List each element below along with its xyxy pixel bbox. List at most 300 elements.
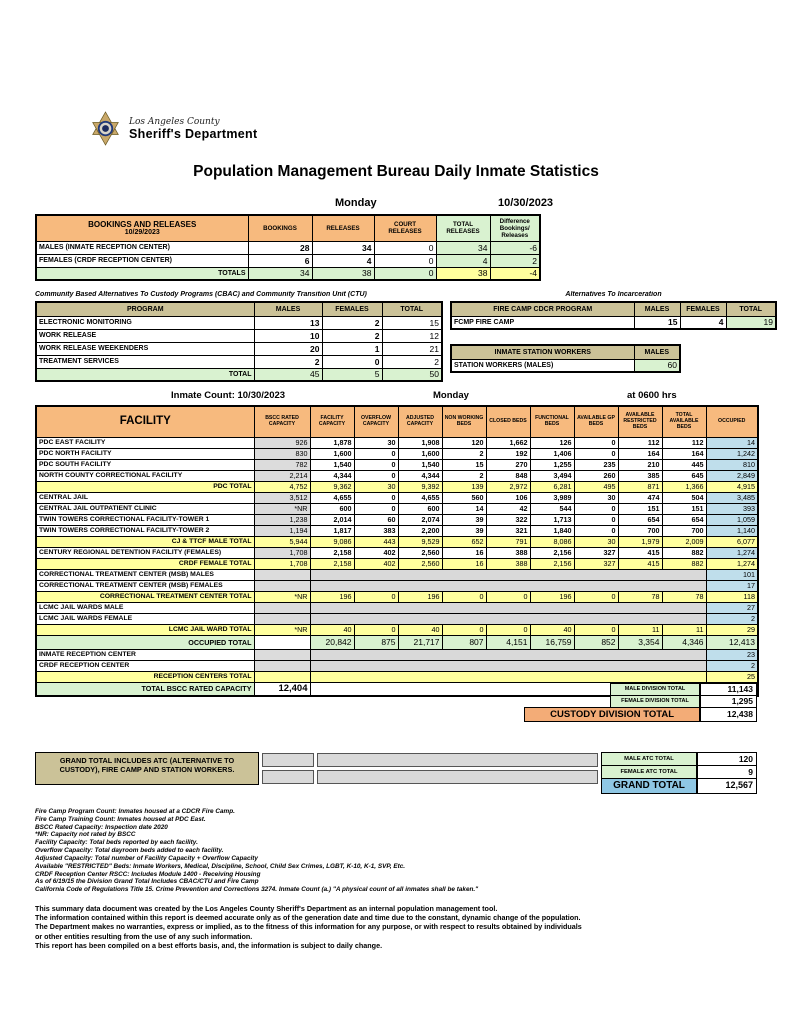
value-cell: 20,842 [310, 635, 354, 649]
column-header: BSCC RATED CAPACITY [254, 406, 310, 437]
atc-total-row [601, 752, 757, 766]
bscc-capacity-cell [254, 649, 310, 660]
value-cell: 4,344 [398, 470, 442, 481]
subtotal-row [36, 558, 758, 569]
footnote-line: As of 6/19/15 the Division Grand Total Includes CBAC/CTU and Fire Camp [35, 878, 259, 886]
value-cell: 0 [322, 355, 382, 368]
gray-row [36, 580, 758, 591]
bscc-capacity-cell [254, 580, 310, 591]
gray-row [36, 613, 758, 624]
value-cell: 78 [662, 591, 706, 602]
facility-label: CRDF RECEPTION CENTER [36, 660, 254, 671]
facility-label: CRDF FEMALE TOTAL [36, 558, 254, 569]
bookings-releases-table [35, 214, 541, 281]
value-cell: 12 [382, 329, 442, 342]
value-cell: 3,989 [530, 492, 574, 503]
value-cell: 10 [254, 329, 322, 342]
weekday-label: Monday [335, 197, 377, 209]
value-cell: 11 [662, 624, 706, 635]
merged-empty-cell [310, 613, 706, 624]
value-cell: 4,655 [310, 492, 354, 503]
value-cell: 14 [442, 503, 486, 514]
bscc-capacity-cell [254, 602, 310, 613]
occupied-cell: 14 [706, 437, 758, 448]
value-cell: 30 [354, 481, 398, 492]
footnote-line: Adjusted Capacity: Total number of Facility Capacity + Overflow Capacity [35, 854, 258, 862]
value-cell: 0 [574, 503, 618, 514]
value-cell: 164 [618, 448, 662, 459]
value-cell: 120 [442, 437, 486, 448]
occupied-cell: 810 [706, 459, 758, 470]
value-cell: 1,840 [530, 525, 574, 536]
day-date-row [35, 197, 757, 211]
value-cell: 0 [574, 525, 618, 536]
station-workers-table [450, 344, 681, 373]
value-cell: 15 [634, 316, 680, 329]
division-totals-block [524, 683, 757, 722]
value-cell: 4 [312, 254, 374, 267]
facility-label: NORTH COUNTY CORRECTIONAL FACILITY [36, 470, 254, 481]
bscc-capacity-cell: 1,194 [254, 525, 310, 536]
occupied-cell: 1,242 [706, 448, 758, 459]
value-cell: 0 [354, 624, 398, 635]
value-cell: 882 [662, 558, 706, 569]
value-cell: 0 [574, 514, 618, 525]
value-cell: 0 [574, 437, 618, 448]
value-cell: 327 [574, 558, 618, 569]
value-cell: 1,600 [310, 448, 354, 459]
bscc-capacity-cell: *NR [254, 624, 310, 635]
value-cell: 0 [354, 492, 398, 503]
subtotal-row [36, 481, 758, 492]
column-header: MALES [254, 302, 322, 316]
column-header: OVERFLOW CAPACITY [354, 406, 398, 437]
value-cell: 645 [662, 470, 706, 481]
bscc-total-value: 12,404 [254, 682, 310, 696]
value-cell: 112 [618, 437, 662, 448]
value-cell: 322 [486, 514, 530, 525]
value-cell: 1,908 [398, 437, 442, 448]
facility-row [36, 525, 758, 536]
value-cell: 0 [354, 503, 398, 514]
cbac-column [35, 291, 441, 382]
occupied-cell: 29 [706, 624, 758, 635]
value-cell: 0 [354, 591, 398, 602]
value-cell: 1,366 [662, 481, 706, 492]
bookings-header-row [36, 215, 540, 241]
bscc-capacity-cell: *NR [254, 503, 310, 514]
gray-strip [262, 753, 598, 767]
column-header: TOTAL [726, 302, 776, 316]
value-cell: 106 [486, 492, 530, 503]
count-time-label: at 0600 hrs [627, 390, 677, 401]
value-cell: 321 [486, 525, 530, 536]
bookings-date: 10/29/2023 [124, 228, 160, 236]
programs-section [35, 291, 773, 382]
subtotal-row [36, 536, 758, 547]
column-header: TOTAL RELEASES [436, 215, 490, 241]
value-cell: 875 [354, 635, 398, 649]
column-header: TOTAL [382, 302, 442, 316]
facility-row [36, 459, 758, 470]
value-cell: 807 [442, 635, 486, 649]
column-header: CLOSED BEDS [486, 406, 530, 437]
column-header: FACILITY CAPACITY [310, 406, 354, 437]
value-cell: 126 [530, 437, 574, 448]
value-cell: 2,158 [310, 558, 354, 569]
value-cell: 28 [248, 241, 312, 254]
column-header: TOTAL AVAILABLE BEDS [662, 406, 706, 437]
count-weekday-label: Monday [433, 390, 469, 401]
total-label: MALE DIVISION TOTAL [610, 683, 700, 696]
value-cell: 385 [618, 470, 662, 481]
bscc-capacity-cell [254, 671, 310, 682]
occupied-cell: 2,849 [706, 470, 758, 481]
value-cell: 2 [442, 448, 486, 459]
value-cell: 15 [382, 316, 442, 329]
value-cell: 0 [486, 624, 530, 635]
column-header: FIRE CAMP CDCR PROGRAM [451, 302, 634, 316]
value-cell: 13 [254, 316, 322, 329]
bscc-capacity-cell: 1,708 [254, 558, 310, 569]
value-cell: 34 [436, 241, 490, 254]
row-label: FCMP FIRE CAMP [451, 316, 634, 329]
facility-label: PDC SOUTH FACILITY [36, 459, 254, 470]
total-label: MALE ATC TOTAL [601, 752, 697, 766]
value-cell: 0 [442, 624, 486, 635]
grand-total-note: GRAND TOTAL INCLUDES ATC (ALTERNATIVE TO CUSTODY), FIRE CAMP AND STATION WORKERS. [35, 752, 259, 785]
footnote-line: California Code of Regulations Title 15. Crime Prevention and Corrections 3274. Inmate Count (a.) "A physical count of all inmates shall be taken." [35, 886, 479, 894]
facility-label: LCMC JAIL WARD TOTAL [36, 624, 254, 635]
value-cell: 192 [486, 448, 530, 459]
program-totals-row [36, 368, 442, 381]
bookings-title: BOOKINGS AND RELEASES [88, 219, 197, 229]
value-cell: 39 [442, 514, 486, 525]
row-label: FEMALES (CRDF RECEPTION CENTER) [36, 254, 248, 267]
value-cell: 260 [574, 470, 618, 481]
bscc-capacity-cell: 3,512 [254, 492, 310, 503]
value-cell: 6 [248, 254, 312, 267]
total-value: 9 [697, 765, 757, 779]
gray-row [36, 569, 758, 580]
program-row [36, 355, 442, 368]
value-cell: 34 [248, 267, 312, 280]
totals-label: TOTAL [36, 368, 254, 381]
facility-header-row [36, 406, 758, 437]
occupied-cell: 25 [706, 671, 758, 682]
value-cell: 1,878 [310, 437, 354, 448]
value-cell: 443 [354, 536, 398, 547]
bscc-capacity-cell: 926 [254, 437, 310, 448]
merged-empty-cell [310, 602, 706, 613]
bscc-capacity-cell [254, 660, 310, 671]
value-cell: 0 [486, 591, 530, 602]
value-cell: 0 [354, 470, 398, 481]
bookings-row [36, 241, 540, 254]
footnotes [35, 808, 757, 894]
occupied-cell: 23 [706, 649, 758, 660]
value-cell: 4,655 [398, 492, 442, 503]
grand-total-section [35, 752, 757, 794]
occupied-cell: 101 [706, 569, 758, 580]
occupied-cell: 6,077 [706, 536, 758, 547]
disclaimer-line: This report has been compiled on a best efforts basis, and, the information is subject to daily change. [35, 940, 383, 950]
footnote-line: Available "RESTRICTED" Beds: Inmate Workers, Medical, Discipline, School, Child Sex Crimes, LGBT, K-10, K-1, SVP, Etc. [35, 862, 406, 870]
value-cell: 4,151 [486, 635, 530, 649]
row-label: MALES (INMATE RECEPTION CENTER) [36, 241, 248, 254]
column-header: AVAILABLE RESTRICTED BEDS [618, 406, 662, 437]
facility-label: OCCUPIED TOTAL [36, 635, 254, 649]
value-cell: 4 [680, 316, 726, 329]
ati-title: Alternatives To Incarceration [565, 291, 662, 298]
value-cell: 16,759 [530, 635, 574, 649]
value-cell: 1,406 [530, 448, 574, 459]
value-cell: 1,600 [398, 448, 442, 459]
value-cell: 4,344 [310, 470, 354, 481]
total-value: 12,567 [697, 778, 757, 794]
value-cell: 791 [486, 536, 530, 547]
disclaimer-line: The Department makes no warranties, express or implied, as to the fitness of this information for any purpose, or with respect to results obtained by individuals [35, 922, 582, 932]
value-cell: 0 [574, 624, 618, 635]
facility-label: LCMC JAIL WARDS MALE [36, 602, 254, 613]
facility-row [36, 470, 758, 481]
occupied-cell: 12,413 [706, 635, 758, 649]
bookings-totals-row [36, 267, 540, 280]
row-label: ELECTRONIC MONITORING [36, 316, 254, 329]
facility-label: INMATE RECEPTION CENTER [36, 649, 254, 660]
facility-label: TOTAL BSCC RATED CAPACITY [36, 682, 254, 696]
value-cell: 196 [398, 591, 442, 602]
value-cell: 1,540 [398, 459, 442, 470]
value-cell: 0 [354, 448, 398, 459]
occupied-cell: 1,140 [706, 525, 758, 536]
value-cell: 196 [310, 591, 354, 602]
bscc-capacity-cell: 782 [254, 459, 310, 470]
disclaimer-line: This summary data document was created by the Los Angeles County Sheriff's Department as an internal population management tool. [35, 903, 498, 913]
value-cell: 38 [312, 267, 374, 280]
column-header: ADJUSTED CAPACITY [398, 406, 442, 437]
value-cell: 11 [618, 624, 662, 635]
occupied-cell: 27 [706, 602, 758, 613]
facility-row [36, 514, 758, 525]
footnote-line: Facility Capacity: Total beds reported by each facility. [35, 839, 198, 847]
value-cell: 50 [382, 368, 442, 381]
occupied-cell: 3,485 [706, 492, 758, 503]
station-workers-header-row [451, 345, 680, 359]
gray-bar [317, 753, 598, 767]
value-cell: 445 [662, 459, 706, 470]
value-cell: 0 [442, 591, 486, 602]
value-cell: 1,979 [618, 536, 662, 547]
occupied-cell: 2 [706, 660, 758, 671]
bookings-row [36, 254, 540, 267]
occupied-cell: 1,274 [706, 558, 758, 569]
gray-cell [262, 770, 314, 784]
facility-row [36, 503, 758, 514]
value-cell: 2 [254, 355, 322, 368]
value-cell: 30 [354, 437, 398, 448]
footnote-line: *NR: Capacity not rated by BSCC [35, 831, 136, 839]
facility-label: CJ & TTCF MALE TOTAL [36, 536, 254, 547]
occupied-cell: 4,915 [706, 481, 758, 492]
facility-label: CENTURY REGIONAL DETENTION FACILITY (FEMALES) [36, 547, 254, 558]
occupied-cell: 118 [706, 591, 758, 602]
value-cell: 196 [530, 591, 574, 602]
custody-total-row [524, 707, 757, 722]
value-cell: 504 [662, 492, 706, 503]
value-cell: 871 [618, 481, 662, 492]
value-cell: 402 [354, 558, 398, 569]
ati-column [450, 291, 777, 382]
column-header: FEMALES [680, 302, 726, 316]
bscc-capacity-cell: 4,752 [254, 481, 310, 492]
value-cell: 20 [254, 342, 322, 355]
bookings-title-cell [36, 215, 248, 241]
value-cell: 235 [574, 459, 618, 470]
value-cell: 2 [382, 355, 442, 368]
column-header: PROGRAM [36, 302, 254, 316]
station-workers-row [451, 359, 680, 372]
value-cell: 1,255 [530, 459, 574, 470]
value-cell: 34 [312, 241, 374, 254]
column-header: FEMALES [322, 302, 382, 316]
column-header: NON WORKING BEDS [442, 406, 486, 437]
merged-empty-cell [310, 671, 706, 682]
facility-row [36, 547, 758, 558]
column-header: FACILITY [36, 406, 254, 437]
value-cell: 60 [354, 514, 398, 525]
recep-total-row [36, 671, 758, 682]
facility-label: CENTRAL JAIL OUTPATIENT CLINIC [36, 503, 254, 514]
gray-row [36, 649, 758, 660]
total-value: 1,295 [700, 695, 757, 708]
total-label: FEMALE DIVISION TOTAL [610, 695, 700, 708]
grand-totals-block [601, 752, 757, 794]
facility-label: TWIN TOWERS CORRECTIONAL FACILITY-TOWER 1 [36, 514, 254, 525]
value-cell: 2,156 [530, 558, 574, 569]
agency-county-label: Los Angeles County [129, 116, 220, 127]
disclaimer [35, 904, 757, 950]
column-header: AVAILABLE GP BEDS [574, 406, 618, 437]
value-cell: 495 [574, 481, 618, 492]
facility-label: CORRECTIONAL TREATMENT CENTER TOTAL [36, 591, 254, 602]
value-cell: 654 [618, 514, 662, 525]
facility-statistics-table [35, 405, 759, 697]
facility-label: PDC NORTH FACILITY [36, 448, 254, 459]
value-cell: 42 [486, 503, 530, 514]
value-cell: 270 [486, 459, 530, 470]
green-row [36, 635, 758, 649]
value-cell: -4 [490, 267, 540, 280]
value-cell: 1,817 [310, 525, 354, 536]
value-cell: 0 [574, 448, 618, 459]
value-cell: 1 [322, 342, 382, 355]
row-label: WORK RELEASE [36, 329, 254, 342]
value-cell: 700 [618, 525, 662, 536]
value-cell: 38 [436, 267, 490, 280]
disclaimer-line: or other entities resulting from the use of any such information. [35, 931, 253, 941]
facility-label: CORRECTIONAL TREATMENT CENTER (MSB) MALES [36, 569, 254, 580]
value-cell: 9,392 [398, 481, 442, 492]
bscc-capacity-cell: 830 [254, 448, 310, 459]
value-cell: 882 [662, 547, 706, 558]
gray-cell [262, 753, 314, 767]
footnote-line: Overflow Capacity: Total dayroom beds added to each facility. [35, 847, 224, 855]
value-cell: 2 [322, 316, 382, 329]
sheriff-logo [89, 110, 757, 147]
value-cell: 8,086 [530, 536, 574, 547]
occupied-cell: 1,274 [706, 547, 758, 558]
column-header: Difference Bookings/ Releases [490, 215, 540, 241]
facility-label: TWIN TOWERS CORRECTIONAL FACILITY-TOWER 2 [36, 525, 254, 536]
value-cell: 0 [374, 267, 436, 280]
value-cell: 19 [726, 316, 776, 329]
disclaimer-line: The information contained within this report is deemed accurate only as of the generation date and time due to the constant, dynamic change of the population. [35, 913, 581, 923]
row-label: TREATMENT SERVICES [36, 355, 254, 368]
footnote-line: CRDF Reception Center RSCC: Includes Module 1400 - Receiving Housing [35, 870, 261, 878]
value-cell: 2,074 [398, 514, 442, 525]
value-cell: 852 [574, 635, 618, 649]
value-cell: 2 [322, 329, 382, 342]
value-cell: 2 [442, 470, 486, 481]
value-cell: 45 [254, 368, 322, 381]
value-cell: 600 [398, 503, 442, 514]
page-title: Population Management Bureau Daily Inmate Statistics [193, 163, 599, 180]
total-value: 120 [697, 752, 757, 766]
gray-bar [317, 770, 598, 784]
column-header: INMATE STATION WORKERS [451, 345, 634, 359]
value-cell: 39 [442, 525, 486, 536]
atc-total-row [601, 765, 757, 779]
column-header: FUNCTIONAL BEDS [530, 406, 574, 437]
value-cell: 9,529 [398, 536, 442, 547]
bscc-capacity-cell: 1,708 [254, 547, 310, 558]
program-row [36, 329, 442, 342]
value-cell: 4 [436, 254, 490, 267]
value-cell: 60 [634, 359, 680, 372]
value-cell: 2,009 [662, 536, 706, 547]
value-cell: 151 [662, 503, 706, 514]
facility-label: CORRECTIONAL TREATMENT CENTER (MSB) FEMALES [36, 580, 254, 591]
column-header: COURT RELEASES [374, 215, 436, 241]
facility-label: PDC TOTAL [36, 481, 254, 492]
value-cell: 2,560 [398, 547, 442, 558]
occupied-cell: 393 [706, 503, 758, 514]
gray-row [36, 602, 758, 613]
value-cell: 21,717 [398, 635, 442, 649]
program-row [36, 316, 442, 329]
subtotal-row [36, 624, 758, 635]
occupied-cell: 1,059 [706, 514, 758, 525]
inmate-count-label: Inmate Count: 10/30/2023 [171, 390, 286, 401]
value-cell: 15 [442, 459, 486, 470]
value-cell: 2 [490, 254, 540, 267]
grand-total-row [601, 778, 757, 794]
column-header: RELEASES [312, 215, 374, 241]
value-cell: 3,354 [618, 635, 662, 649]
facility-label: PDC EAST FACILITY [36, 437, 254, 448]
occupied-cell: 2 [706, 613, 758, 624]
value-cell: 30 [574, 536, 618, 547]
total-label: FEMALE ATC TOTAL [601, 765, 697, 779]
value-cell: 9,086 [310, 536, 354, 547]
gray-row [36, 660, 758, 671]
footnote-line: Fire Camp Training Count: Inmates housed at PDC East. [35, 815, 206, 823]
facility-label: LCMC JAIL WARDS FEMALE [36, 613, 254, 624]
value-cell: 6,281 [530, 481, 574, 492]
value-cell: 415 [618, 547, 662, 558]
merged-empty-cell [310, 580, 706, 591]
